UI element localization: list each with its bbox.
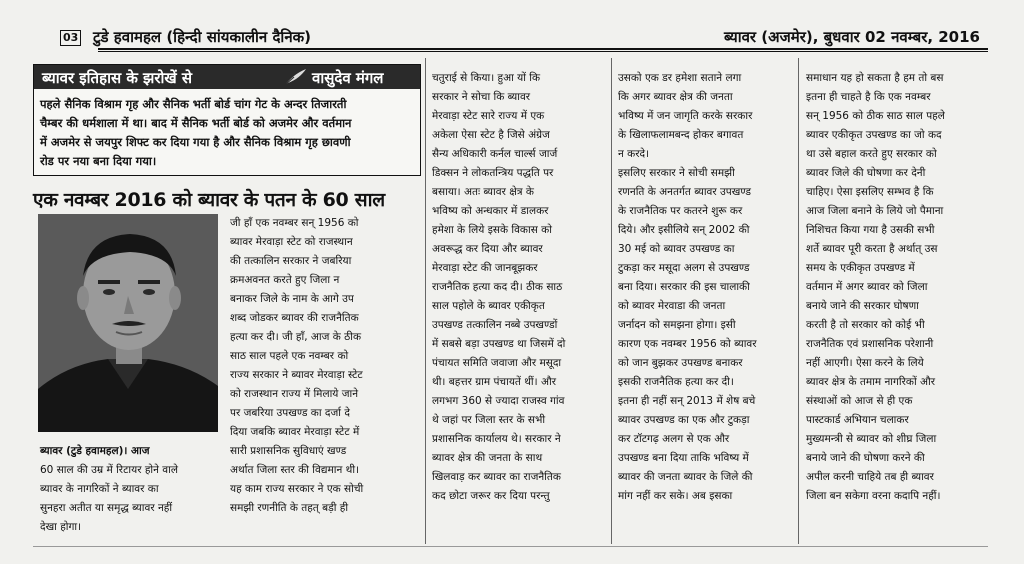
article-line: बनाये जाने की घोषणा करने की (806, 452, 925, 464)
article-line: राजनैतिक हत्या कद दी। ठीक साठ (432, 281, 563, 293)
article-line: चाहिए। ऐसा इसलिए सम्भव है कि (806, 186, 934, 198)
article-line: इसलिए सरकार ने सोची समझी (618, 167, 735, 179)
article-line: पास्टकार्ड अभियान चलाकर (806, 414, 909, 426)
masthead (38, 22, 988, 50)
article-line: बनाकर जिले के नाम के आगे उप (230, 293, 354, 305)
article-line: भविष्य को अन्धकार में डालकर (432, 205, 549, 217)
page-bottom-rule (33, 546, 988, 547)
article-line: सारी प्रशासनिक सुविधाएं खण्ड (230, 445, 347, 457)
history-box-author: वासुदेव मंगल (312, 69, 384, 87)
history-line: चैम्बर की धर्मशाला में था। बाद में सैनिक भर्ती बोर्ड को अजमेर और वर्तमान (40, 116, 352, 130)
article-line: उपखण्ड तत्कालिन नब्बे उपखण्डों (432, 319, 558, 331)
article-column-2 (432, 69, 604, 506)
article-line: प्रशासनिक कार्यालय थे। सरकार ने (432, 433, 561, 445)
article-line: संस्थाओं को आज से ही एक (806, 395, 913, 407)
article-line: कारण एक नवम्बर 1956 को ब्यावर (618, 338, 757, 350)
article-line: मुख्यमन्त्री से ब्यावर को शीघ्र जिला (806, 433, 937, 445)
article-column-3 (618, 69, 790, 506)
masthead-rule (98, 48, 988, 50)
article-line: ब्यावर मेरवाड़ा स्टेट को राजस्थान (230, 236, 353, 248)
article-line: कि अगर ब्यावर क्षेत्र की जनता (618, 91, 733, 103)
article-line: लगभग 360 से ज्यादा राजस्व गांव (432, 395, 565, 407)
article-line: चतुराई से किया। हुआ यों कि (432, 72, 541, 84)
article-column-1 (230, 214, 415, 518)
caption-line: देखा होगा। (40, 521, 82, 533)
article-line: शर्ते ब्यावर पूरी करता है अर्थात् उस (806, 243, 938, 255)
article-headline: एक नवम्बर 2016 को ब्यावर के पतन के 60 साल (33, 189, 385, 211)
article-line: साल पहोले के ब्यावर एकीकृत (432, 300, 545, 312)
article-line: समय के एकीकृत उपखण्ड में (806, 262, 915, 274)
paper-name: टुडे हवामहल (हिन्दी सांयकालीन दैनिक) (93, 28, 312, 46)
article-line: थी। बहत्तर ग्राम पंचायतें थीं। और (432, 376, 557, 388)
article-line: मांग नहीं कर सके। अब इसका (618, 490, 733, 502)
article-line: मेरवाड़ा स्टेट की जानबूझकर (432, 262, 538, 274)
article-line: को ब्यावर मेरवाडा की जनता (618, 300, 726, 312)
page-number: 03 (60, 30, 81, 46)
masthead-rule-thin (98, 51, 988, 52)
article-line: बना दिया। सरकार की इस चालाकी (618, 281, 750, 293)
article-line: ब्यावर उपखण्ड का एक और टुकड़ा (618, 414, 750, 426)
article-line: अवरूद्ध कर दिया और ब्यावर (432, 243, 543, 255)
article-line: खिलवाड़ कर ब्यावर का राजनैतिक (432, 471, 561, 483)
article-line: में सबसे बड़ा उपखण्ड था जिसमें दो (432, 338, 566, 350)
article-line: ब्यावर क्षेत्र के तमाम नागरिकों और (806, 376, 936, 388)
article-line: साठ साल पहले एक नवम्बर को (230, 350, 349, 362)
article-line: नहीं आएगी। ऐसा करने के लिये (806, 357, 924, 369)
article-line: पर जबरिया उपखण्ड का दर्जा दे (230, 407, 350, 419)
article-line: रणनति के अनतर्गत ब्यावर उपखण्ड (618, 186, 751, 198)
article-line: अपील करनी चाहिये तब ही ब्यावर (806, 471, 934, 483)
article-line: थे जहां पर जिला स्तर के सभी (432, 414, 546, 426)
portrait-photo (38, 214, 218, 432)
article-line: कद छोटा जरूर कर दिया परन्तु (432, 490, 550, 502)
article-line: अर्थात जिला स्तर की विद्यमान थी। (230, 464, 360, 476)
article-line: दिये। और इसीलिये सन् 2002 की (618, 224, 750, 236)
article-line: उसको एक डर हमेशा सताने लगा (618, 72, 742, 84)
article-line: हमेशा के लिये इसके विकास को (432, 224, 552, 236)
quill-icon (282, 67, 308, 87)
caption-line: 60 साल की उम्र में रिटायर होने वाले (40, 464, 178, 476)
article-line: शब्द जोडकर ब्यावर की राजनैतिक (230, 312, 359, 324)
article-line: इतना ही चाहते है कि एक नवम्बर (806, 91, 931, 103)
dateline: ब्यावर (अजमेर), बुधवार 02 नवम्बर, 2016 (723, 28, 980, 46)
article-line: समाधान यह हो सकता है हम तो बस (806, 72, 944, 84)
article-line: डिक्सन ने लोकतन्त्रिय पद्धति पर (432, 167, 554, 179)
article-line: हत्या कर दी। जी हाँ, आज के ठीक (230, 331, 362, 343)
article-line: जिला बन सकेगा वरना कदापि नहीं। (806, 490, 941, 502)
article-line: टुकड़ा कर मसूदा अलग से उपखण्ड (618, 262, 750, 274)
caption-line: ब्यावर (टुडे हवामहल)। आज (40, 445, 150, 457)
article-line: ब्यावर की जनता ब्यावर के जिले की (618, 471, 753, 483)
article-line: के खिलाफलामबन्द होकर बगावत (618, 129, 744, 141)
article-line: इतना ही नहीं सन् 2013 में शेष बचे (618, 395, 756, 407)
column-divider (798, 58, 799, 544)
article-line: कर टॉटगढ़ अलग से एक और (618, 433, 730, 445)
column-divider (611, 58, 612, 544)
caption-line: ब्यावर के नागरिकों ने ब्यावर का (40, 483, 159, 495)
article-line: मेरवाड़ा स्टेट सारे राज्य में एक (432, 110, 545, 122)
article-line: सैन्य अधिकारी कर्नल चार्ल्स जार्ज (432, 148, 558, 160)
article-line: था उसे बहाल करते हुए सरकार को (806, 148, 937, 160)
article-line: ब्यावर क्षेत्र की जनता के साथ (432, 452, 543, 464)
article-line: को जान बुझकर उपखण्ड बनाकर (618, 357, 743, 369)
article-line: जर्नादन को समझना होगा। इसी (618, 319, 736, 331)
article-line: करती है तो सरकार को कोई भी (806, 319, 925, 331)
article-line: की तत्कालिन सरकार ने जबरिया (230, 255, 352, 267)
history-box (33, 64, 421, 176)
article-line: इसकी राजनैतिक हत्या कर दी। (618, 376, 734, 388)
article-line: बनाये जाने की सरकार घोषणा (806, 300, 919, 312)
portrait-image (38, 214, 218, 432)
photo-caption (40, 442, 218, 537)
article-line: उपखण्ड बना दिया ताकि भविष्य में (618, 452, 749, 464)
caption-line: सुनहरा अतीत या समृद्ध ब्यावर नहीं (40, 502, 173, 514)
history-line: पहले सैनिक विश्राम गृह और सैनिक भर्ती बोर्ड चांग गेट के अन्दर तिजारती (40, 97, 347, 111)
column-divider (425, 58, 426, 544)
article-line: पंचायत समिति जवाजा और मसूदा (432, 357, 562, 369)
article-line: समझी रणनीति के तहत् बड़ी ही (230, 502, 349, 514)
history-line: में अजमेर से जयपुर शिफ्ट कर दिया गया है और सैनिक विश्राम गृह छावणी (40, 135, 351, 149)
article-line: को राजस्थान राज्य में मिलाये जाने (230, 388, 359, 400)
article-line: वर्तमान में अगर ब्यावर को जिला (806, 281, 928, 293)
article-line: आज जिला बनाने के लिये जो पैमाना (806, 205, 944, 217)
article-column-4 (806, 69, 986, 506)
article-line: राज्य सरकार ने ब्यावर मेरवाड़ा स्टेट (230, 369, 363, 381)
article-line: सरकार ने सोचा कि ब्यावर (432, 91, 531, 103)
article-line: भविष्य में जन जागृति करके सरकार (618, 110, 753, 122)
history-box-body (40, 95, 414, 171)
article-line: जी हाँ एक नवम्बर सन् 1956 को (230, 217, 359, 229)
article-line: के राजनैतिक पर कतरने शुरू कर (618, 205, 743, 217)
article-line: न करदे। (618, 148, 650, 160)
history-box-title: ब्यावर इतिहास के झरोखें से (42, 69, 193, 87)
article-line: निशिचत किया गया है उसकी सभी (806, 224, 935, 236)
article-line: अकेला ऐसा स्टेट है जिसे अंग्रेज (432, 129, 550, 141)
article-line: क्रमअवनत करते हुए जिला न (230, 274, 340, 286)
article-line: राजनैतिक एवं प्रशासनिक परेशानी (806, 338, 934, 350)
article-line: 30 मई को ब्यावर उपखण्ड का (618, 243, 735, 255)
article-line: यह काम राज्य सरकार ने एक सोची (230, 483, 364, 495)
history-box-title-band (34, 65, 420, 89)
article-line: ब्यावर एकीकृत उपखण्ड का जो कद (806, 129, 942, 141)
article-line: बसाया। अतः ब्यावर क्षेत्र के (432, 186, 534, 198)
article-line: दिया जबकि ब्यावर मेरवाड़ा स्टेट में (230, 426, 360, 438)
article-line: सन् 1956 को ठीक साठ साल पहले (806, 110, 945, 122)
history-line: रोड पर नया बना दिया गया। (40, 154, 157, 168)
article-line: ब्यावर जिले की घोषणा कर देनी (806, 167, 926, 179)
